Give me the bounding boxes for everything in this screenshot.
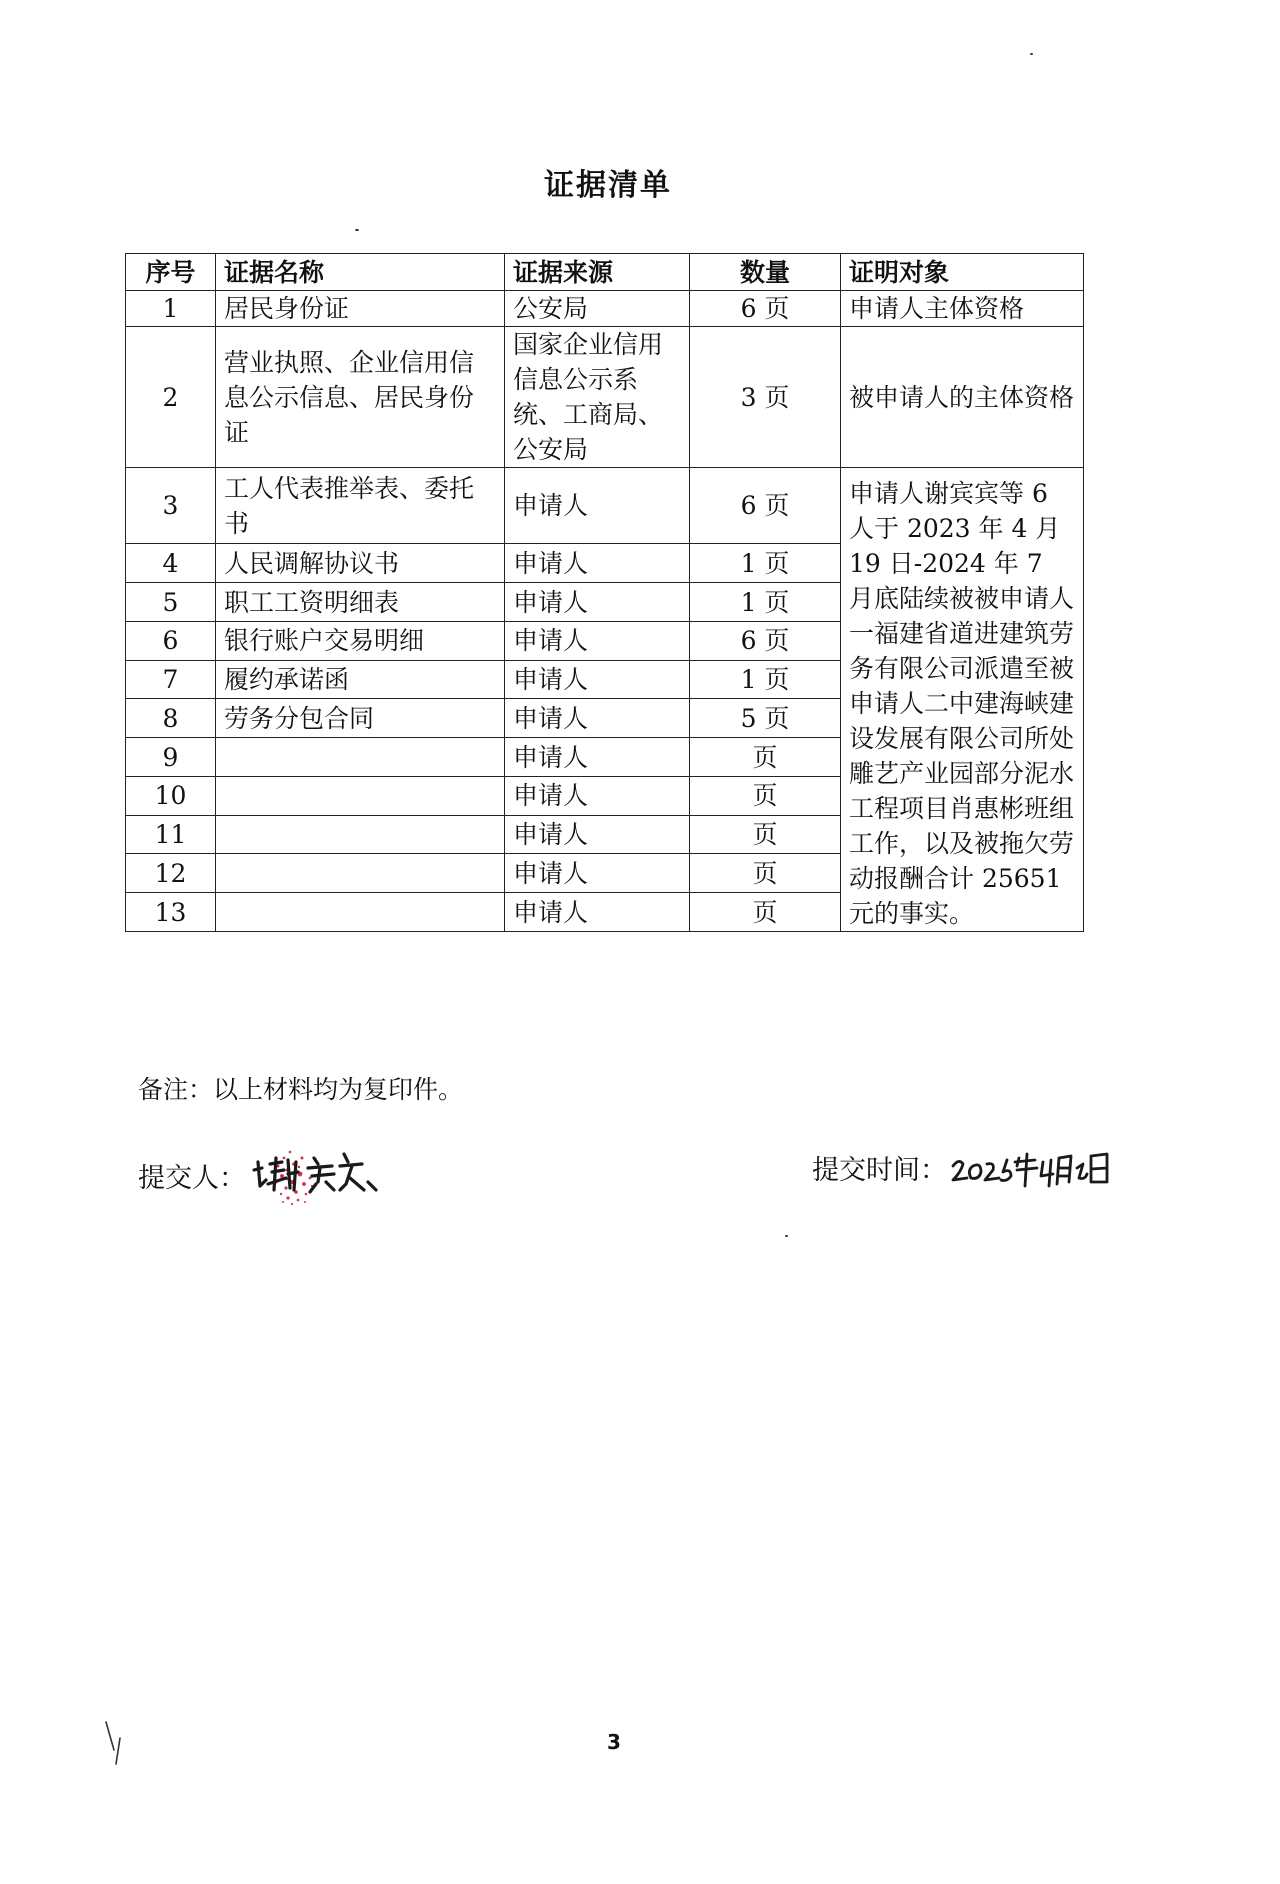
- row-index: 6: [126, 621, 216, 660]
- merged-proves-cell: 申请人谢宾宾等 6 人于 2023 年 4 月 19 日-2024 年 7 月底陆续被被申请人一福建省道进建筑劳务有限公司派遣至被申请人二中建海峡建设发展有限公司所处雕艺产业园部分泥水工程项目肖惠彬班组工作，以及被拖欠劳动报酬合计 25651 元的事实。: [841, 468, 1084, 932]
- row-name: [216, 854, 505, 893]
- row-name: [216, 776, 505, 815]
- header-index: 序号: [126, 254, 216, 291]
- header-name: 证据名称: [216, 254, 505, 291]
- table-header-row: [126, 254, 1084, 291]
- row-index: 5: [126, 583, 216, 622]
- row-name: 职工工资明细表: [216, 583, 505, 622]
- evidence-table: [125, 253, 1084, 932]
- row-source: 国家企业信用信息公示系统、工商局、公安局: [505, 327, 690, 468]
- row-quantity: 5 页: [690, 699, 841, 738]
- row-index: 13: [126, 893, 216, 932]
- row-source: 申请人: [505, 468, 690, 544]
- row-source: 申请人: [505, 699, 690, 738]
- row-quantity: 3 页: [690, 327, 841, 468]
- row-source: 申请人: [505, 621, 690, 660]
- row-source: 申请人: [505, 815, 690, 854]
- submit-time-handwritten: [949, 1140, 1114, 1195]
- row-quantity: 页: [690, 738, 841, 777]
- submit-time-label: 提交时间：: [812, 1155, 947, 1186]
- row-proves: 申请人主体资格: [841, 291, 1084, 327]
- header-quantity: 数量: [690, 254, 841, 291]
- row-name: [216, 815, 505, 854]
- document-title: 证据清单: [544, 168, 672, 203]
- scan-speck: [785, 1235, 788, 1237]
- handwritten-date-icon: [949, 1140, 1114, 1195]
- note-text: 备注：以上材料均为复印件。: [138, 1075, 464, 1104]
- row-quantity: 1 页: [690, 660, 841, 699]
- table-row: [126, 468, 1084, 544]
- row-name: [216, 893, 505, 932]
- row-source: 申请人: [505, 544, 690, 583]
- row-quantity: 页: [690, 893, 841, 932]
- row-proves: 被申请人的主体资格: [841, 327, 1084, 468]
- row-quantity: 页: [690, 815, 841, 854]
- row-quantity: 6 页: [690, 291, 841, 327]
- row-quantity: 1 页: [690, 583, 841, 622]
- row-index: 1: [126, 291, 216, 327]
- row-index: 8: [126, 699, 216, 738]
- row-source: 申请人: [505, 583, 690, 622]
- row-name: 居民身份证: [216, 291, 505, 327]
- row-name: 劳务分包合同: [216, 699, 505, 738]
- table-row: [126, 291, 1084, 327]
- row-index: 3: [126, 468, 216, 544]
- signature-with-fingerprint-icon: [248, 1140, 393, 1210]
- table-row: [126, 327, 1084, 468]
- row-source: 申请人: [505, 776, 690, 815]
- row-name: 营业执照、企业信用信息公示信息、居民身份证: [216, 327, 505, 468]
- row-source: 申请人: [505, 738, 690, 777]
- row-index: 10: [126, 776, 216, 815]
- row-index: 9: [126, 738, 216, 777]
- row-source: 申请人: [505, 660, 690, 699]
- header-source: 证据来源: [505, 254, 690, 291]
- row-index: 2: [126, 327, 216, 468]
- submit-time-line: [812, 1140, 1114, 1195]
- submitter-label: 提交人：: [138, 1162, 246, 1194]
- row-name: 工人代表推举表、委托书: [216, 468, 505, 544]
- row-quantity: 1 页: [690, 544, 841, 583]
- row-name: 履约承诺函: [216, 660, 505, 699]
- row-quantity: 页: [690, 776, 841, 815]
- row-source: 申请人: [505, 893, 690, 932]
- row-name: 银行账户交易明细: [216, 621, 505, 660]
- row-source: 申请人: [505, 854, 690, 893]
- submitter-signature: [248, 1140, 393, 1210]
- scan-speck: [355, 229, 359, 231]
- row-index: 12: [126, 854, 216, 893]
- row-index: 11: [126, 815, 216, 854]
- row-name: 人民调解协议书: [216, 544, 505, 583]
- page-number: 3: [607, 1730, 621, 1754]
- row-index: 4: [126, 544, 216, 583]
- header-proves: 证明对象: [841, 254, 1084, 291]
- row-name: [216, 738, 505, 777]
- row-quantity: 6 页: [690, 621, 841, 660]
- row-index: 7: [126, 660, 216, 699]
- row-quantity: 6 页: [690, 468, 841, 544]
- submitter-line: [138, 1140, 393, 1210]
- scan-speck: [1030, 53, 1033, 55]
- row-source: 公安局: [505, 291, 690, 327]
- row-quantity: 页: [690, 854, 841, 893]
